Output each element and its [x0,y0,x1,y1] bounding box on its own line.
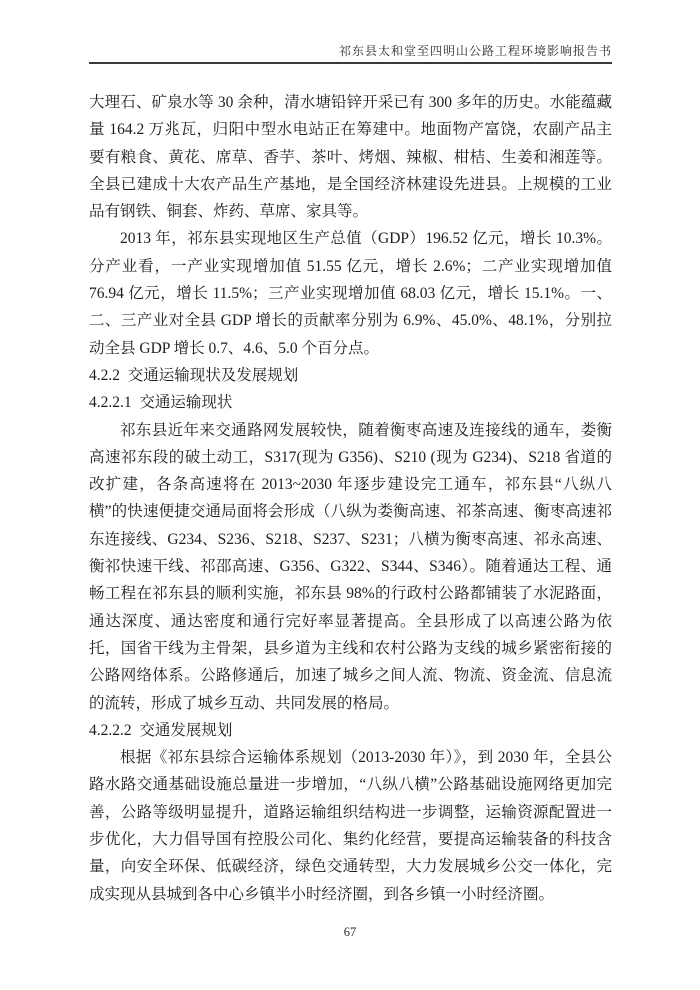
document-body [89,89,612,908]
section-heading-4-2-2: 4.2.2 交通运输现状及发展规划 [89,366,299,384]
header-divider-rule [89,62,612,64]
section-heading-4-2-2-1: 4.2.2.1 交通运输现状 [89,394,233,412]
paragraph-transport-plan: 根据《祁东县综合运输体系规划（2013-2030 年）》，到 2030 年，全县公路水路交通基础设施总量进一步增加，“八纵八横”公路基础设施网络更加完善，公路等级明显提升，道路运输组织结构进一步调整，运输资源配置进一步优化，大力倡导国有控股公司化、集约化经营，要提高运输装备的科技含量，向安全环保、低碳经济，绿色交通转型，大力发展城乡公交一体化，完成实现从县城到各中心乡镇半小时经济圈，到各乡镇一小时经济圈。 [89,749,612,903]
page-header-title: 祁东县太和堂至四明山公路工程环境影响报告书 [338,44,612,58]
paragraph-transport-status: 祁东县近年来交通路网发展较快，随着衡枣高速及连接线的通车，娄衡高速祁东段的破土动工，S317(现为 G356)、S210 (现为 G234)、S218 省道的改扩建，各条高速将在 2013~2030 年逐步建设完工通车，祁东县“八纵八横”的快速便捷交通局面将会形成（八纵为娄衡高速、祁茶高速、衡枣高速祁东连接线、G234、S236、S218、S237、S231；八横为衡枣高速、祁永高速、衡祁快速干线、祁邵高速、G356、G322、S344、S346）。随着通达工程、通畅工程在祁东县的顺利实施，祁东县 98%的行政村公路都铺装了水泥路面，通达深度、通达密度和通行完好率显著提高。全县形成了以高速公路为依托，国省干线为主骨架，县乡道为主线和农村公路为支线的城乡紧密衔接的公路网络体系。公路修通后，加速了城乡之间人流、物流、资金流、信息流的流转，形成了城乡互动、共同发展的格局。 [89,421,612,712]
paragraph-mineral-resources: 大理石、矿泉水等 30 余种，清水塘铅锌开采已有 300 多年的历史。水能蕴藏量 164.2 万兆瓦，归阳中型水电站正在筹建中。地面物产富饶，农副产品主要有粮食、黄花、席草、香芋、茶叶、烤烟、辣椒、柑桔、生姜和湘莲等。全县已建成十大农产品生产基地，是全国经济林建设先进县。上规模的工业品有钢铁、铜套、炸药、草席、家具等。 [89,94,612,221]
page-number: 67 [343,925,357,939]
section-heading-4-2-2-2: 4.2.2.2 交通发展规划 [89,721,233,739]
paragraph-gdp-statistics: 2013 年，祁东县实现地区生产总值（GDP）196.52 亿元，增长 10.3%。分产业看，一产业实现增加值 51.55 亿元，增长 2.6%；二产业实现增加值 76.94 亿元，增长 11.5%；三产业实现增加值 68.03 亿元，增长 15.1%。一、二、三产业对全县 GDP 增长的贡献率分别为 6.9%、45.0%、48.1%，分别拉动全县 GDP 增长 0.7、4.6、5.0 个百分点。 [89,230,612,357]
